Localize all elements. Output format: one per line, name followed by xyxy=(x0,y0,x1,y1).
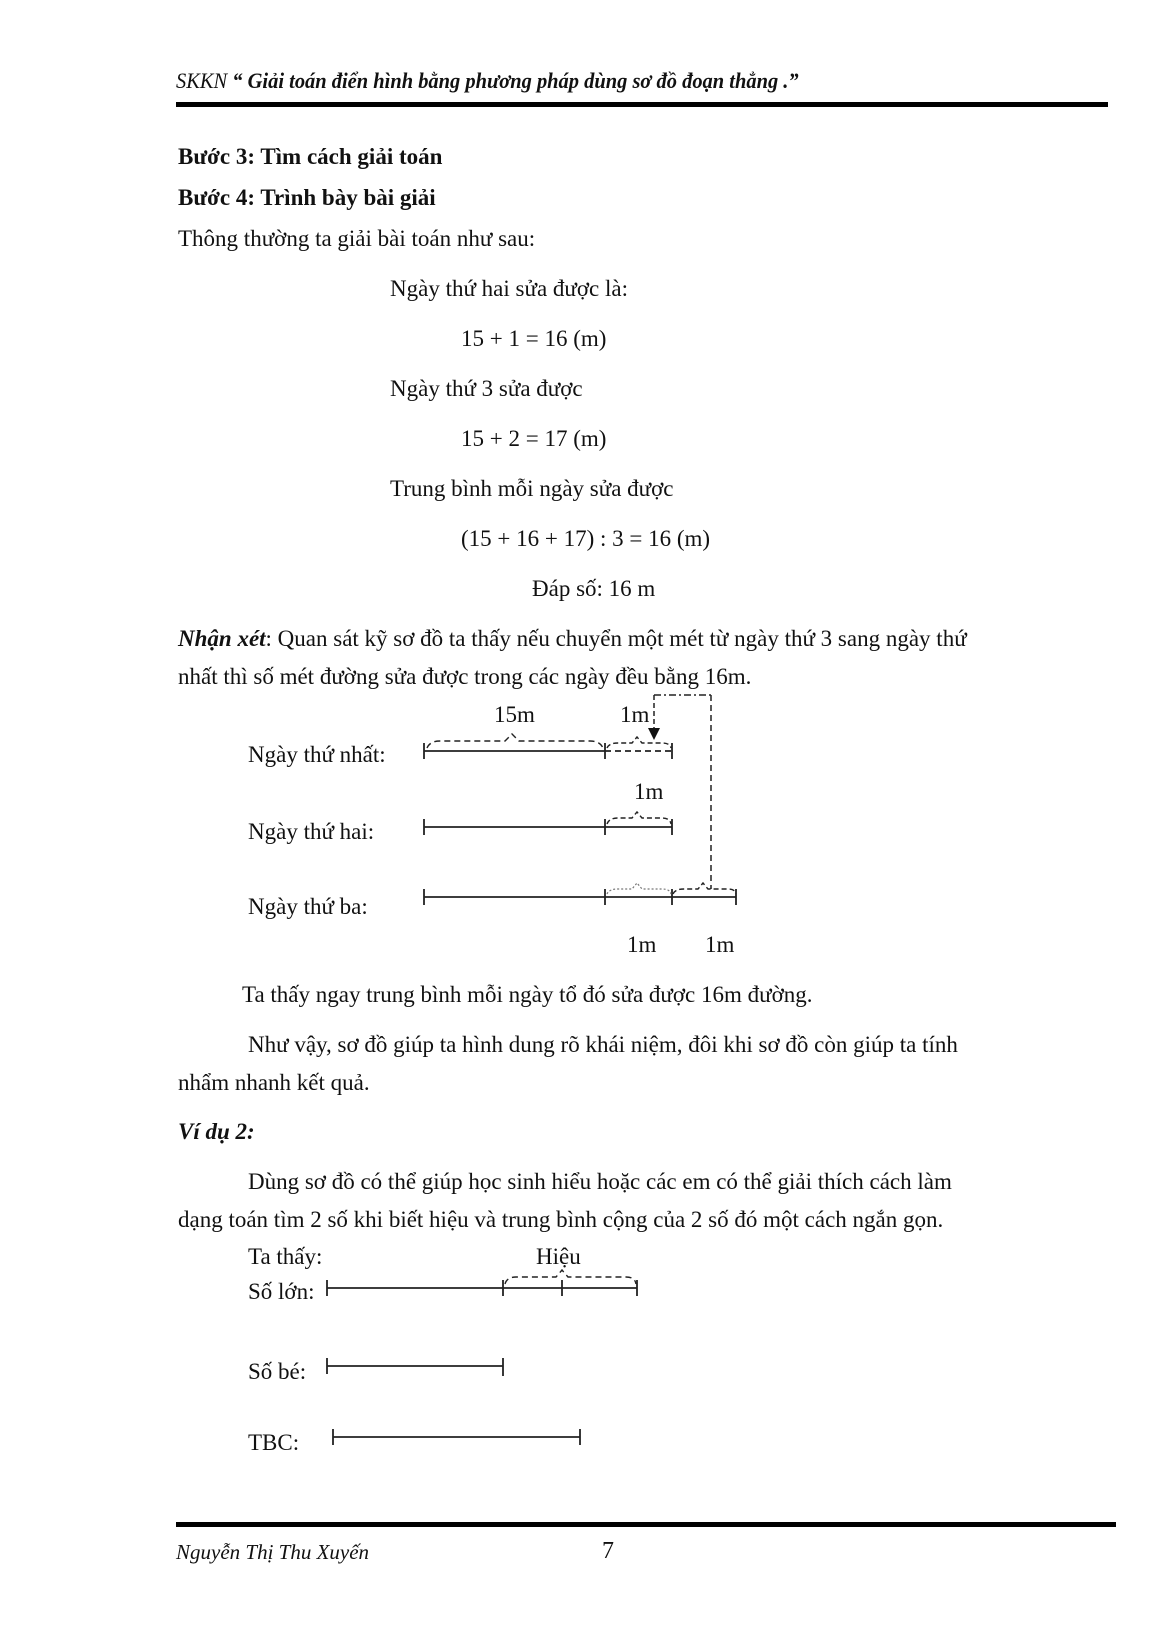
diagram1-row-label: Ngày thứ ba: xyxy=(248,894,368,919)
diagram1-row-label: Ngày thứ hai: xyxy=(248,819,375,844)
step3-heading: Bước 3: Tìm cách giải toán xyxy=(178,144,443,169)
footer-author: Nguyễn Thị Thu Xuyến xyxy=(176,1540,370,1564)
brace-hieu xyxy=(505,1270,636,1284)
step4-heading: Bước 4: Trình bày bài giải xyxy=(178,185,436,210)
remark-line-2: nhất thì số mét đường sửa được trong các ngày đều bằng 16m. xyxy=(178,664,752,689)
diagram1-label-1m-bottom-a: 1m xyxy=(627,932,657,957)
conclusion-1: Ta thấy ngay trung bình mỗi ngày tổ đó sửa được 16m đường. xyxy=(242,982,813,1007)
header-title: “ Giải toán điển hình bằng phương pháp dùng sơ đồ đoạn thẳng .” xyxy=(232,68,799,93)
intro-text: Thông thường ta giải bài toán như sau: xyxy=(178,226,536,251)
answer-line: Đáp số: 16 m xyxy=(532,576,656,601)
example2-line-1: Dùng sơ đồ có thể giúp học sinh hiểu hoặc các em có thể giải thích cách làm xyxy=(248,1169,952,1194)
header-prefix: SKKN xyxy=(176,68,228,93)
solution-line: (15 + 16 + 17) : 3 = 16 (m) xyxy=(461,526,711,551)
conclusion-2-line-1: Như vậy, sơ đồ giúp ta hình dung rõ khái niệm, đôi khi sơ đồ còn giúp ta tính xyxy=(248,1032,958,1057)
example2-heading: Ví dụ 2: xyxy=(178,1119,255,1144)
diagram1-label-1m-second: 1m xyxy=(634,779,664,804)
conclusion-2-line-2: nhẩm nhanh kết quả. xyxy=(178,1070,370,1095)
remark-text: : Quan sát kỹ sơ đồ ta thấy nếu chuyển một mét từ ngày thứ 3 sang ngày thứ xyxy=(265,626,967,651)
remark-label: Nhận xét xyxy=(178,626,266,651)
diagram2-row-label: TBC: xyxy=(248,1430,300,1455)
solution-line: Ngày thứ 3 sửa được xyxy=(390,376,583,401)
footer-rule xyxy=(176,1522,1116,1527)
solution-line: 15 + 2 = 17 (m) xyxy=(461,426,607,451)
diagram2-hieu-label: Hiệu xyxy=(536,1244,581,1269)
diagram1-label-1m-bottom-b: 1m xyxy=(705,932,735,957)
diagram1-label-1m-top: 1m xyxy=(620,702,650,727)
diagram2-intro: Ta thấy: xyxy=(248,1244,323,1269)
diagram2-row-label: Số lớn: xyxy=(248,1279,315,1304)
solution-line: 15 + 1 = 16 (m) xyxy=(461,326,607,351)
diagram1-label-15m: 15m xyxy=(494,702,535,727)
solution-line: Ngày thứ hai sửa được là: xyxy=(390,276,628,301)
page-number: 7 xyxy=(602,1538,614,1564)
diagram2-row-label: Số bé: xyxy=(248,1359,307,1384)
diagram1-row-label: Ngày thứ nhất: xyxy=(248,742,386,767)
example2-line-2: dạng toán tìm 2 số khi biết hiệu và trung bình cộng của 2 số đó một cách ngắn gọn. xyxy=(178,1207,944,1232)
solution-line: Trung bình mỗi ngày sửa được xyxy=(390,476,674,501)
